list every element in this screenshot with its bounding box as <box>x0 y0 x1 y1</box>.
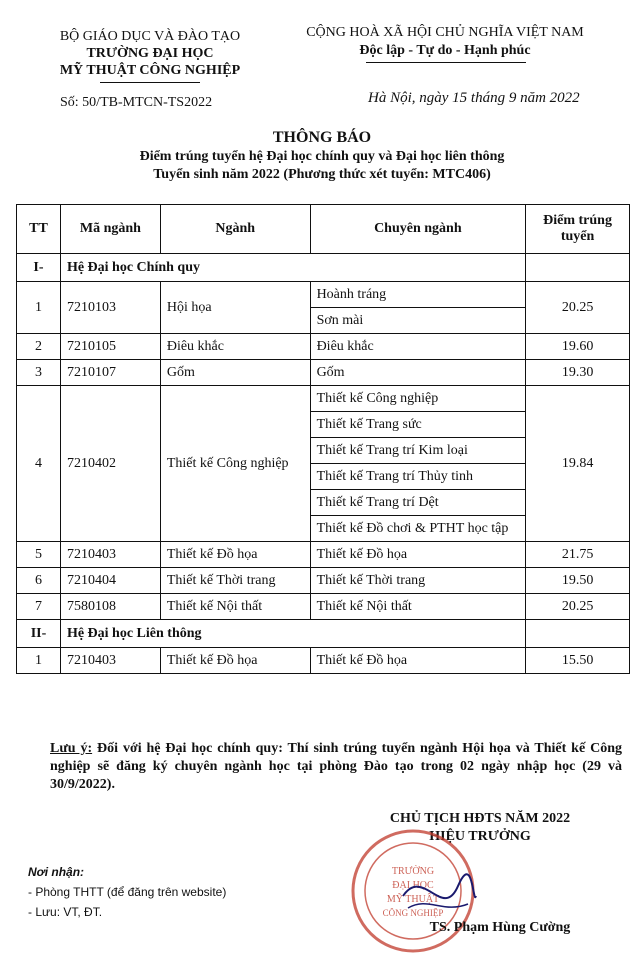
table-row <box>17 542 630 568</box>
table-row <box>17 334 630 360</box>
recipients <box>28 862 226 922</box>
stamp-line-4: CÔNG NGHIỆP <box>382 908 444 918</box>
table-row <box>17 282 630 308</box>
issuer-header <box>20 28 280 79</box>
row-number: 1 <box>17 282 61 334</box>
admission-score: 19.60 <box>526 334 630 360</box>
table-row <box>17 568 630 594</box>
row-number: 7 <box>17 594 61 620</box>
col-header-score: Điểm trúng tuyển <box>526 205 630 254</box>
col-header-specialization: Chuyên ngành <box>310 205 526 254</box>
major-code: 7210404 <box>60 568 160 594</box>
table-row <box>17 648 630 674</box>
ministry-name: BỘ GIÁO DỤC VÀ ĐÀO TẠO <box>59 29 241 44</box>
major-name: Gốm <box>160 360 310 386</box>
section-empty <box>526 620 630 648</box>
table-row <box>17 360 630 386</box>
major-code: 7210403 <box>60 542 160 568</box>
document-title: THÔNG BÁO <box>272 129 372 146</box>
col-header-code: Mã ngành <box>60 205 160 254</box>
specialization-name: Thiết kế Đồ chơi & PTHT học tập <box>310 516 526 542</box>
major-code: 7210107 <box>60 360 160 386</box>
specialization-name: Thiết kế Nội thất <box>310 594 526 620</box>
row-number: 3 <box>17 360 61 386</box>
signer-name: TS. Phạm Hùng Cường <box>429 920 571 935</box>
section-empty <box>526 254 630 282</box>
section-name: Hệ Đại học Chính quy <box>60 254 525 282</box>
specialization-name: Thiết kế Trang sức <box>310 412 526 438</box>
document-subtitle-2: Tuyển sinh năm 2022 (Phương thức xét tuyển: MTC406) <box>153 167 491 182</box>
specialization-name: Gốm <box>310 360 526 386</box>
section-row <box>17 620 630 648</box>
specialization-name: Thiết kế Đồ họa <box>310 648 526 674</box>
admission-score: 20.25 <box>526 282 630 334</box>
admission-score: 19.84 <box>526 386 630 542</box>
header-right-divider <box>366 62 526 63</box>
school-name-line1: TRƯỜNG ĐẠI HỌC <box>86 46 214 61</box>
title-block <box>20 128 624 184</box>
specialization-name: Sơn mài <box>310 308 526 334</box>
note-label: Lưu ý: <box>50 741 93 756</box>
section-row <box>17 254 630 282</box>
specialization-name: Thiết kế Trang trí Dệt <box>310 490 526 516</box>
specialization-name: Hoành tráng <box>310 282 526 308</box>
major-name: Thiết kế Thời trang <box>160 568 310 594</box>
major-name: Thiết kế Đồ họa <box>160 648 310 674</box>
major-code: 7210402 <box>60 386 160 542</box>
signature-title-1: CHỦ TỊCH HĐTS NĂM 2022 <box>389 811 571 826</box>
row-number: 1 <box>17 648 61 674</box>
admission-score: 15.50 <box>526 648 630 674</box>
stamp-line-3: MỸ THUẬT <box>386 894 440 905</box>
major-name: Điêu khắc <box>160 334 310 360</box>
admission-score: 21.75 <box>526 542 630 568</box>
admission-score: 19.30 <box>526 360 630 386</box>
major-code: 7210403 <box>60 648 160 674</box>
section-name: Hệ Đại học Liên thông <box>60 620 525 648</box>
header-left-divider <box>100 82 200 83</box>
row-number: 2 <box>17 334 61 360</box>
national-motto: Độc lập - Tự do - Hạnh phúc <box>359 43 531 58</box>
admission-score: 19.50 <box>526 568 630 594</box>
specialization-name: Điêu khắc <box>310 334 526 360</box>
stamp-line-1: TRƯỜNG <box>391 866 435 877</box>
recipient-item: - Lưu: VT, ĐT. <box>28 905 103 919</box>
major-name: Hội họa <box>160 282 310 334</box>
col-header-tt: TT <box>17 205 61 254</box>
recipients-heading: Nơi nhận: <box>28 865 85 879</box>
row-number: 6 <box>17 568 61 594</box>
document-date: Hà Nội, ngày 15 tháng 9 năm 2022 <box>368 90 580 106</box>
section-number: I- <box>17 254 61 282</box>
table-row <box>17 386 630 412</box>
note-paragraph <box>50 740 622 794</box>
row-number: 5 <box>17 542 61 568</box>
country-name: CỘNG HOÀ XÃ HỘI CHỦ NGHĨA VIỆT NAM <box>306 25 584 40</box>
major-name: Thiết kế Đồ họa <box>160 542 310 568</box>
section-number: II- <box>17 620 61 648</box>
national-header <box>270 24 620 60</box>
specialization-name: Thiết kế Đồ họa <box>310 542 526 568</box>
major-code: 7210103 <box>60 282 160 334</box>
specialization-name: Thiết kế Công nghiệp <box>310 386 526 412</box>
recipient-item: - Phòng THTT (để đăng trên website) <box>28 885 227 899</box>
specialization-name: Thiết kế Trang trí Thủy tinh <box>310 464 526 490</box>
major-name: Thiết kế Công nghiệp <box>160 386 310 542</box>
table-row <box>17 594 630 620</box>
major-name: Thiết kế Nội thất <box>160 594 310 620</box>
score-table <box>16 204 630 674</box>
admission-score: 20.25 <box>526 594 630 620</box>
specialization-name: Thiết kế Trang trí Kim loại <box>310 438 526 464</box>
official-stamp <box>348 826 478 956</box>
major-code: 7580108 <box>60 594 160 620</box>
specialization-name: Thiết kế Thời trang <box>310 568 526 594</box>
row-number: 4 <box>17 386 61 542</box>
stamp-line-2: ĐẠI HỌC <box>392 880 434 891</box>
document-subtitle-1: Điểm trúng tuyển hệ Đại học chính quy và Đại học liên thông <box>139 149 505 164</box>
document-reference: Số: 50/TB-MTCN-TS2022 <box>60 95 213 110</box>
school-name-line2: MỸ THUẬT CÔNG NGHIỆP <box>59 63 241 78</box>
col-header-major: Ngành <box>160 205 310 254</box>
signature-title-2: HIỆU TRƯỞNG <box>429 829 531 844</box>
major-code: 7210105 <box>60 334 160 360</box>
note-text: Đối với hệ Đại học chính quy: Thí sinh trúng tuyển ngành Hội họa và Thiết kế Công nghiệp sẽ đăng ký chuyên ngành học tại phòng Đào tạo trong 02 ngày nhập học (29 và 30/9/2022). <box>50 741 622 792</box>
